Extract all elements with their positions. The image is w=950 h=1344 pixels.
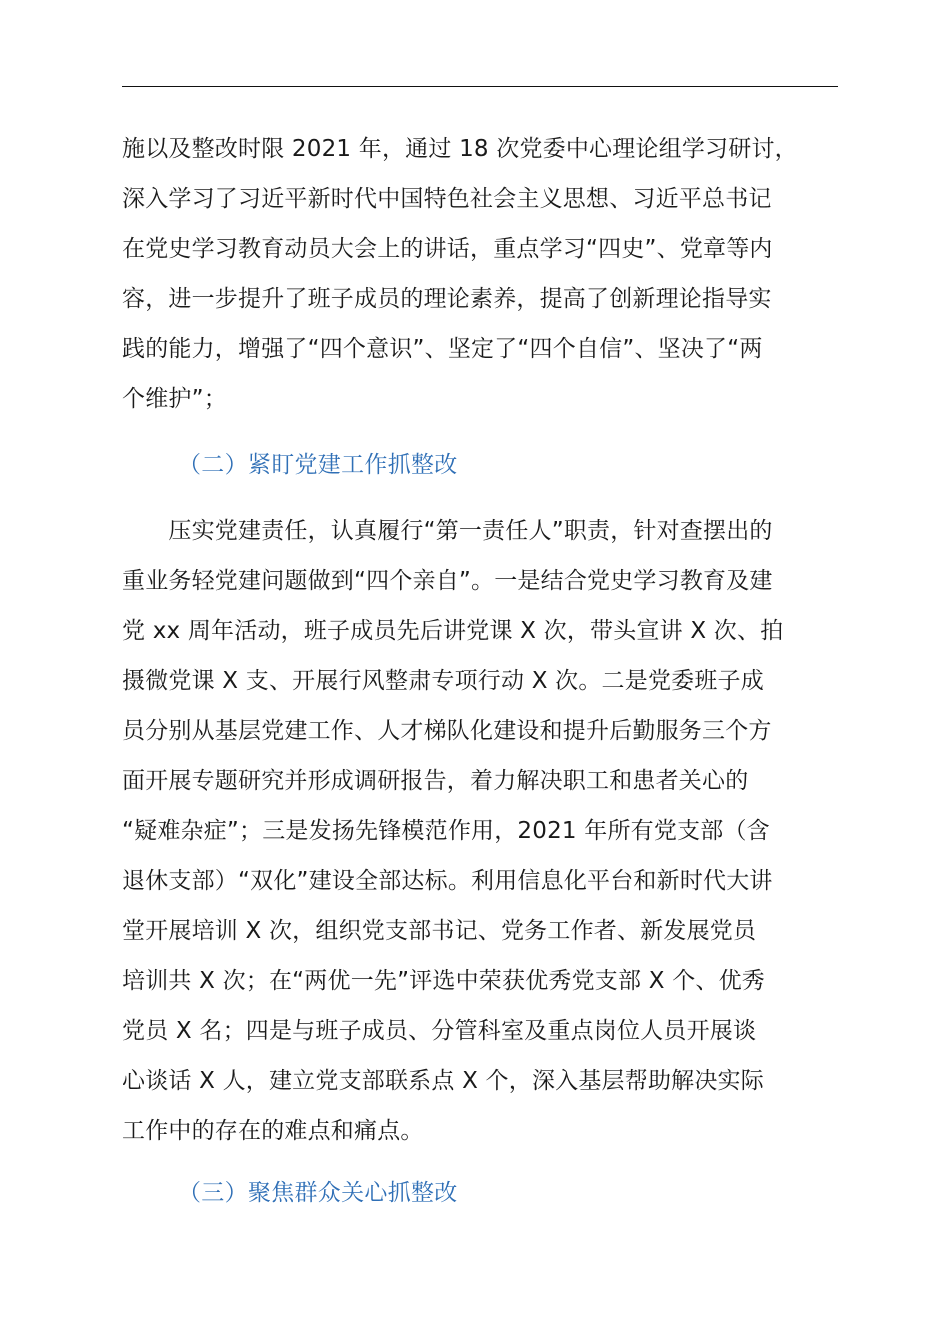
paragraph-line: “疑难杂症”；三是发扬先锋模范作用，2021 年所有党支部（含 — [122, 818, 770, 844]
paragraph-line: 深入学习了习近平新时代中国特色社会主义思想、习近平总书记 — [122, 186, 772, 212]
paragraph-line: 员分别从基层党建工作、人才梯队化建设和提升后勤服务三个方 — [122, 718, 772, 744]
paragraph-line: 培训共 X 次；在“两优一先”评选中荣获优秀党支部 X 个、优秀 — [122, 968, 765, 994]
paragraph-line: 个维护”； — [122, 386, 227, 412]
paragraph-line: 退休支部）“双化”建设全部达标。利用信息化平台和新时代大讲 — [122, 868, 773, 894]
paragraph-line: 压实党建责任，认真履行“第一责任人”职责，针对查摆出的 — [122, 518, 773, 544]
paragraph-line: 在党史学习教育动员大会上的讲话，重点学习“四史”、党章等内 — [122, 236, 773, 262]
header-rule — [122, 86, 838, 87]
section-heading-2: （二）紧盯党建工作抓整改 — [178, 452, 458, 478]
paragraph-line: 党 xx 周年活动，班子成员先后讲党课 X 次，带头宣讲 X 次、拍 — [122, 618, 784, 644]
paragraph-line: 心谈话 X 人，建立党支部联系点 X 个，深入基层帮助解决实际 — [122, 1068, 764, 1094]
paragraph-line: 摄微党课 X 支、开展行风整肃专项行动 X 次。二是党委班子成 — [122, 668, 764, 694]
paragraph-line: 堂开展培训 X 次，组织党支部书记、党务工作者、新发展党员 — [122, 918, 757, 944]
paragraph-line: 工作中的存在的难点和痛点。 — [122, 1118, 424, 1144]
paragraph-line: 重业务轻党建问题做到“四个亲自”。一是结合党史学习教育及建 — [122, 568, 773, 594]
paragraph-1 — [122, 124, 842, 424]
paragraph-line: 容，进一步提升了班子成员的理论素养，提高了创新理论指导实 — [122, 286, 772, 312]
section-heading-3: （三）聚焦群众关心抓整改 — [178, 1180, 458, 1206]
paragraph-line: 党员 X 名；四是与班子成员、分管科室及重点岗位人员开展谈 — [122, 1018, 757, 1044]
paragraph-2 — [122, 506, 842, 1156]
paragraph-line: 施以及整改时限 2021 年，通过 18 次党委中心理论组学习研讨， — [122, 136, 798, 162]
paragraph-line: 践的能力，增强了“四个意识”、坚定了“四个自信”、坚决了“两 — [122, 336, 763, 362]
paragraph-line: 面开展专题研究并形成调研报告，着力解决职工和患者关心的 — [122, 768, 749, 794]
